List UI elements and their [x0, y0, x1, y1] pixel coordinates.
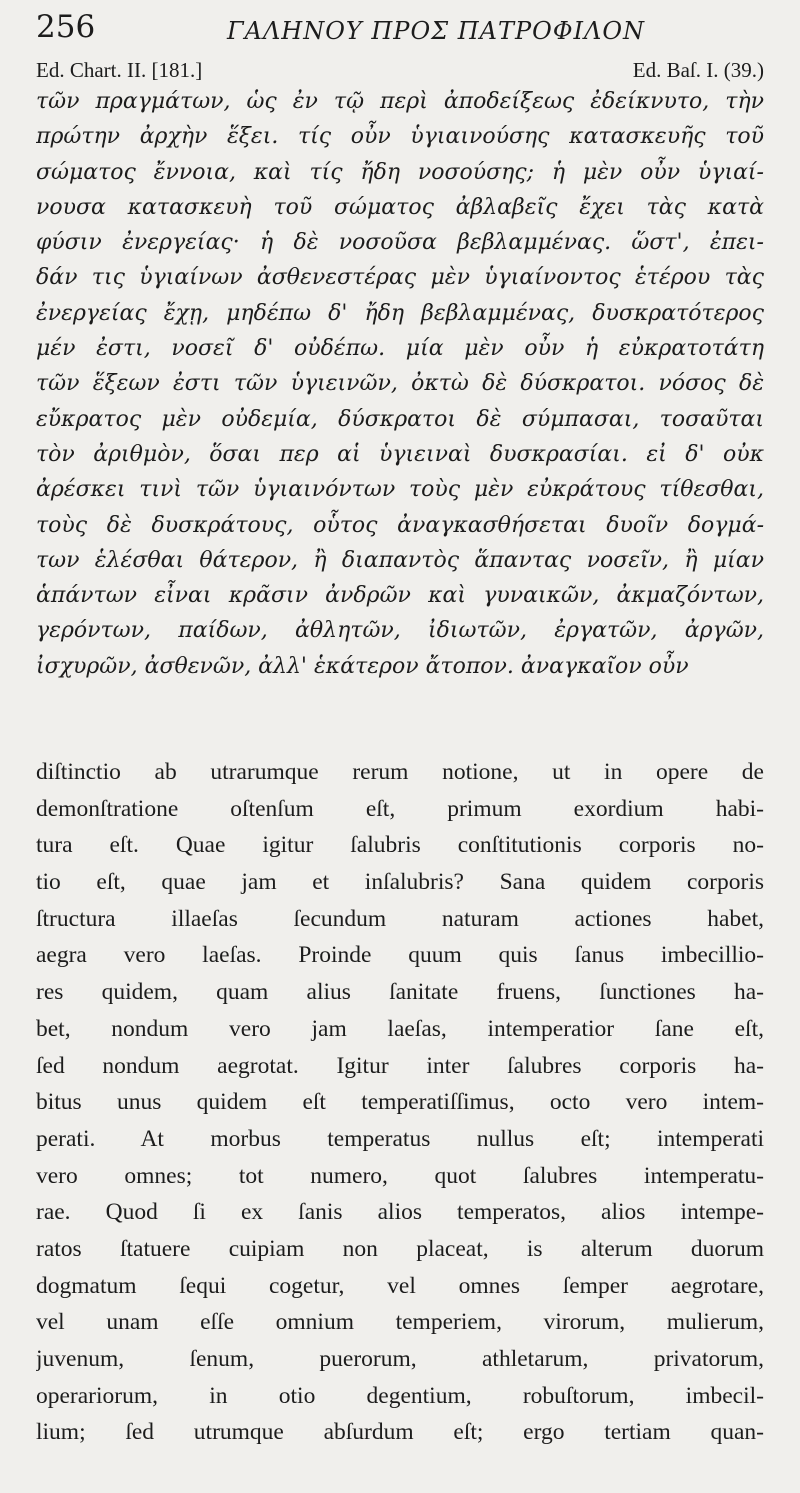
latin-text-line: ſtructura illaeſas ſecundum naturam actiones habet,: [36, 905, 764, 932]
greek-text-line: τὸν ἀριθμὸν, ὅσαι περ αἱ ὑγιειναὶ δυσκρασίαι. εἰ δ' οὐκ: [36, 441, 764, 467]
latin-text-line: rae. Quod ſi ex ſanis alios temperatos, alios intempe-: [36, 1199, 764, 1226]
greek-text-line: σώματος ἔννοια, καὶ τίς ἤδη νοσούσης; ἡ μὲν οὖν ὑγιαί-: [36, 159, 764, 185]
greek-text-block: [36, 84, 764, 684]
greek-text-line: των ἑλέσθαι θάτερον, ἢ διαπαντὸς ἅπαντας νοσεῖν, ἢ μίαν: [36, 547, 764, 573]
latin-text-line: tura eſt. Quae igitur ſalubris conſtitutionis corporis no-: [36, 832, 764, 859]
latin-text-line: bitus unus quidem eſt temperatiſſimus, octo vero intem-: [36, 1089, 764, 1116]
greek-text-line: τῶν ἕξεων ἐστι τῶν ὑγιεινῶν, ὀκτὼ δὲ δύσκρατοι. νόσος δὲ: [36, 371, 764, 397]
greek-text-line: εὔκρατος μὲν οὐδεμία, δύσκρατοι δὲ σύμπασαι, τοσαῦται: [36, 406, 764, 432]
page-header: [36, 8, 764, 48]
latin-text-line: vel unam eſſe omnium temperiem, virorum, mulierum,: [36, 1309, 764, 1336]
running-title: ΓΑΛΗΝΟΥ ΠΡΟΣ ΠΑΤΡΟΦΙΛΟΝ: [226, 17, 645, 45]
greek-text-line: τοὺς δὲ δυσκράτους, οὗτος ἀναγκασθήσεται δυοῖν δογμά-: [36, 512, 764, 538]
latin-text-line: operariorum, in otio degentium, robuſtorum, imbecil-: [36, 1382, 764, 1409]
greek-text-line: πρώτην ἀρχὴν ἕξει. τίς οὖν ὑγιαινούσης κατασκευῆς τοῦ: [36, 124, 764, 150]
latin-text-line: perati. At morbus temperatus nullus eſt; intemperati: [36, 1125, 764, 1152]
latin-text-line: juvenum, ſenum, puerorum, athletarum, privatorum,: [36, 1346, 764, 1372]
edition-reference-bas: Ed. Baſ. I. (39.): [632, 58, 764, 82]
latin-text-line: vero omnes; tot numero, quot ſalubres intemperatu-: [36, 1162, 764, 1189]
greek-text-line: ἁπάντων εἶναι κρᾶσιν ἀνδρῶν καὶ γυναικῶν, ἀκμαζόντων,: [36, 583, 764, 609]
greek-text-line: ἰσχυρῶν, ἀσθενῶν, ἀλλ' ἑκάτερον ἄτοπον. ἀναγκαῖον οὖν: [36, 653, 689, 679]
latin-text-line: lium; ſed utrumque abſurdum eſt; ergo tertiam quan-: [36, 1419, 764, 1446]
greek-text-line: φύσιν ἐνεργείας· ἡ δὲ νοσοῦσα βεβλαμμένας. ὥστ', ἐπει-: [36, 230, 764, 256]
greek-text-line: δάν τις ὑγιαίνων ἀσθενεστέρας μὲν ὑγιαίνοντος ἑτέρου τὰς: [36, 265, 764, 291]
greek-text-line: ἀρέσκει τινὶ τῶν ὑγιαινόντων τοὺς μὲν εὐκράτους τίθεσθαι,: [36, 477, 764, 503]
latin-text-line: bet, nondum vero jam laeſas, intemperatior ſane eſt,: [36, 1015, 764, 1042]
greek-text-line: μέν ἐστι, νοσεῖ δ' οὐδέπω. μία μὲν οὖν ἡ εὐκρατοτάτη: [36, 336, 764, 362]
edition-reference-chart: Ed. Chart. II. [181.]: [36, 58, 203, 82]
greek-text-line: γερόντων, παίδων, ἀθλητῶν, ἰδιωτῶν, ἐργατῶν, ἀργῶν,: [36, 618, 764, 644]
greek-text-line: τῶν πραγμάτων, ὡς ἐν τῷ περὶ ἀποδείξεως ἐδείκνυτο, τὴν: [36, 89, 764, 114]
latin-text-line: ratos ſtatuere cuipiam non placeat, is alterum duorum: [36, 1235, 764, 1262]
edition-references: [36, 56, 764, 86]
greek-text-line: ἐνεργείας ἔχῃ, μηδέπω δ' ἤδη βεβλαμμένας, δυσκρατότερος: [36, 300, 764, 326]
latin-text-block: [36, 754, 764, 1451]
latin-text-line: res quidem, quam alius ſanitate fruens, ſunctiones ha-: [36, 979, 764, 1006]
page-number: 256: [36, 9, 96, 45]
greek-text-line: νουσα κατασκευὴ τοῦ σώματος ἀβλαβεῖς ἔχει τὰς κατὰ: [36, 194, 764, 220]
latin-text-line: demonſtratione oſtenſum eſt, primum exordium habi-: [36, 795, 764, 822]
latin-text-line: diſtinctio ab utrarumque rerum notione, ut in opere de: [36, 759, 764, 785]
latin-text-line: aegra vero laeſas. Proinde quum quis ſanus imbecillio-: [36, 942, 764, 969]
latin-text-line: tio eſt, quae jam et inſalubris? Sana quidem corporis: [36, 869, 764, 896]
latin-text-line: ſed nondum aegrotat. Igitur inter ſalubres corporis ha-: [36, 1052, 764, 1079]
latin-text-line: dogmatum ſequi cogetur, vel omnes ſemper aegrotare,: [36, 1272, 764, 1299]
